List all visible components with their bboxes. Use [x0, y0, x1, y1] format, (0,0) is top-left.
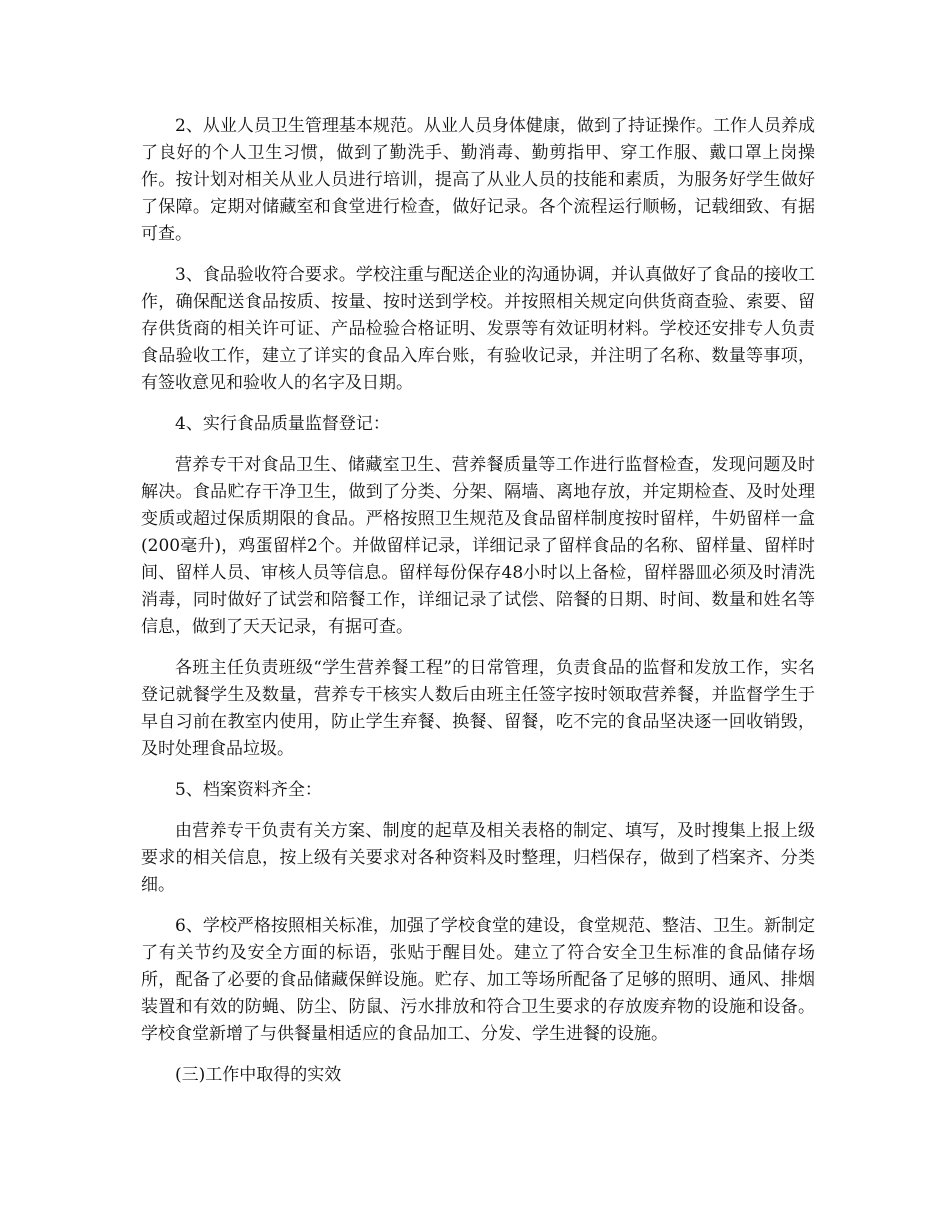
paragraph-archive-management: 由营养专干负责有关方案、制度的起草及相关表格的制定、填写，及时搜集上报上级要求的相关信息，按上级有关要求对各种资料及时整理，归档保存，做到了档案齐、分类细。	[141, 821, 815, 895]
paragraph-nutrition-inspection: 营养专干对食品卫生、储藏室卫生、营养餐质量等工作进行监督检查，发现问题及时解决。食品贮存干净卫生，做到了分类、分架、隔墙、离地存放，并定期检查、及时处理变质或超过保质期限的食品。严格按照卫生规范及食品留样制度按时留样，牛奶留样一盒(200毫升)，鸡蛋留样2个。并做留样记录，详细记录了留样食品的名称、留样量、留样时间、留样人员、审核人员等信息。留样每份保存48小时以上备检，留样器皿必须及时清洗消毒，同时做好了试尝和陪餐工作，详细记录了试偿、陪餐的日期、时间、数量和姓名等信息，做到了天天记录，有据可查。	[141, 455, 815, 637]
paragraph-canteen-construction: 6、学校严格按照相关标准，加强了学校食堂的建设，食堂规范、整洁、卫生。新制定了有关节约及安全方面的标语，张贴于醒目处。建立了符合安全卫生标准的食品储存场所，配备了必要的食品储藏保鲜设施。贮存、加工等场所配备了足够的照明、通风、排烟装置和有效的防蝇、防尘、防鼠、污水排放和符合卫生要求的存放废弃物的设施和设备。学校食堂新增了与供餐量相适应的食品加工、分发、学生进餐的设施。	[141, 916, 815, 1044]
paragraph-class-management: 各班主任负责班级“学生营养餐工程”的日常管理，负责食品的监督和发放工作，实名登记就餐学生及数量，营养专干核实人数后由班主任签字按时领取营养餐，并监督学生于早自习前在教室内使用，防止学生弃餐、换餐、留餐，吃不完的食品坚决逐一回收销毁，及时处理食品垃圾。	[141, 658, 815, 759]
document-page	[141, 113, 815, 1103]
paragraph-staff-hygiene: 2、从业人员卫生管理基本规范。从业人员身体健康，做到了持证操作。工作人员养成了良好的个人卫生习惯，做到了勤洗手、勤消毒、勤剪指甲、穿工作服、戴口罩上岗操作。按计划对相关从业人员进行培训，提高了从业人员的技能和素质，为服务好学生做好了保障。定期对储藏室和食堂进行检查，做好记录。各个流程运行顺畅，记载细致、有据可查。	[141, 116, 815, 244]
heading-quality-supervision: 4、实行食品质量监督登记：	[175, 414, 390, 434]
heading-archives: 5、档案资料齐全：	[175, 780, 322, 800]
paragraph-food-acceptance: 3、食品验收符合要求。学校注重与配送企业的沟通协调，并认真做好了食品的接收工作，确保配送食品按质、按量、按时送到学校。并按照相关规定向供货商查验、索要、留存供货商的相关许可证、产品检验合格证明、发票等有效证明材料。学校还安排专人负责食品验收工作，建立了详实的食品入库台账，有验收记录，并注明了名称、数量等事项，有签收意见和验收人的名字及日期。	[141, 265, 815, 393]
heading-results: (三)工作中取得的实效	[175, 1065, 342, 1085]
